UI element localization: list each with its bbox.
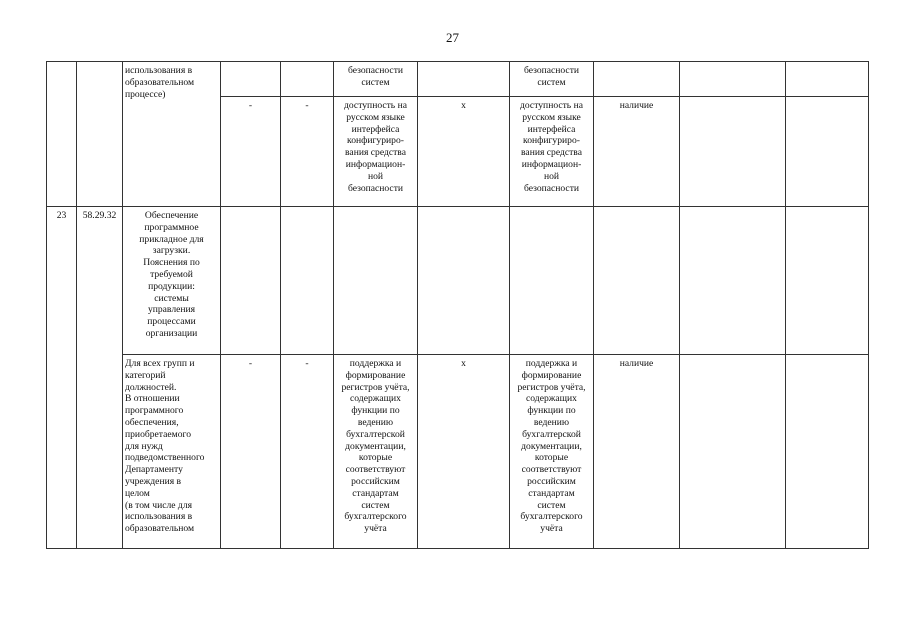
text-line: ной — [367, 170, 384, 182]
text-line: обеспечения, — [125, 416, 179, 428]
table-cell — [786, 207, 869, 355]
text-line: ведению — [533, 416, 570, 428]
text-line: подведомственного — [125, 452, 205, 464]
text-line: программное — [144, 221, 199, 233]
table-row — [47, 355, 869, 549]
characteristic-cell — [510, 355, 594, 549]
table-cell — [510, 207, 594, 355]
table-cell: - — [221, 97, 281, 207]
text-line: требуемой — [150, 268, 193, 280]
text-line: системы — [154, 292, 189, 304]
text-line: содержащих — [526, 393, 577, 405]
table-cell: - — [281, 97, 334, 207]
text-line: систем — [361, 76, 390, 88]
value-cell: наличие — [594, 355, 680, 549]
characteristic-cell — [334, 97, 418, 207]
table-cell: х — [418, 355, 510, 549]
text-line: интерфейса — [527, 123, 576, 135]
text-line: В отношении — [125, 393, 180, 405]
text-line: документации, — [521, 440, 582, 452]
text-line: безопасности — [347, 65, 404, 76]
text-line: Пояснения по — [143, 257, 200, 269]
row-number-cell: 23 — [47, 207, 77, 549]
text-line: функции по — [527, 405, 576, 417]
text-line: продукции: — [148, 280, 195, 292]
table-cell — [786, 62, 869, 97]
text-line: которые — [358, 452, 393, 464]
text-line: целом — [125, 487, 150, 499]
table-cell — [594, 207, 680, 355]
text-line: содержащих — [350, 393, 401, 405]
text-line: доступность на — [344, 100, 407, 111]
value-cell: наличие — [594, 97, 680, 207]
okpd-code-cell — [77, 62, 123, 207]
table-cell — [281, 207, 334, 355]
text-line: систем — [361, 499, 390, 511]
text-line: безопасности — [347, 182, 404, 194]
text-line: российским — [351, 475, 400, 487]
text-line: конфигуриро- — [523, 135, 580, 147]
text-line: поддержка и — [349, 358, 402, 369]
table-cell: - — [281, 355, 334, 549]
text-line: которые — [534, 452, 569, 464]
text-line: загрузки. — [152, 245, 191, 257]
text-line: категорий — [125, 369, 166, 381]
text-line: соответствуют — [345, 464, 406, 476]
product-name-cell — [123, 355, 221, 549]
table-cell — [680, 207, 786, 355]
text-line: документации, — [345, 440, 406, 452]
table-row — [47, 207, 869, 355]
text-line: приобретаемого — [125, 428, 191, 440]
text-line: бухгалтерского — [344, 511, 407, 523]
text-line: учёта — [364, 523, 387, 535]
text-line: учреждения в — [125, 475, 182, 487]
text-line: процессе) — [125, 88, 166, 100]
text-line: стандартам — [352, 487, 399, 499]
text-line: должностей. — [125, 381, 177, 393]
text-line: использования в — [125, 511, 193, 523]
table-cell — [680, 62, 786, 97]
text-line: Обеспечение — [144, 210, 199, 221]
text-line: учёта — [540, 523, 563, 535]
text-line: Департаменту — [125, 464, 183, 476]
text-line: управления — [147, 304, 196, 316]
table-cell — [221, 62, 281, 97]
text-line: соответствуют — [521, 464, 582, 476]
text-line: бухгалтерской — [346, 428, 405, 440]
table-cell — [221, 207, 281, 355]
text-line: информацион- — [345, 158, 406, 170]
text-line: вания средства — [345, 147, 406, 159]
table-cell — [418, 207, 510, 355]
text-line: русском языке — [346, 111, 405, 123]
okpd-code-cell: 58.29.32 — [77, 207, 123, 549]
table-cell — [334, 207, 418, 355]
text-line: организации — [145, 327, 198, 339]
table-row — [47, 62, 869, 97]
text-line: программного — [125, 405, 184, 417]
characteristic-cell — [334, 62, 418, 97]
text-line: стандартам — [528, 487, 575, 499]
table-cell — [786, 355, 869, 549]
text-line: образовательном — [125, 76, 195, 88]
text-line: прикладное для — [139, 233, 204, 245]
value-cell — [594, 62, 680, 97]
text-line: безопасности — [523, 65, 580, 76]
text-line: бухгалтерского — [520, 511, 583, 523]
product-name-cell — [123, 207, 221, 355]
requirements-table — [46, 61, 869, 549]
text-line: образовательном — [125, 523, 195, 535]
text-line: функции по — [351, 405, 400, 417]
text-line: формирование — [345, 369, 406, 381]
product-name-cell — [123, 62, 221, 207]
text-line: русском языке — [522, 111, 581, 123]
table-cell — [680, 97, 786, 207]
text-line: регистров учёта, — [341, 381, 410, 393]
characteristic-cell — [510, 62, 594, 97]
table-cell: х — [418, 97, 510, 207]
characteristic-cell — [510, 97, 594, 207]
characteristic-cell — [334, 355, 418, 549]
text-line: бухгалтерской — [522, 428, 581, 440]
page-number: 27 — [446, 30, 459, 45]
text-line: для нужд — [125, 440, 163, 452]
text-line: использования в — [125, 65, 193, 76]
text-line: российским — [527, 475, 576, 487]
text-line: систем — [537, 76, 566, 88]
table-cell — [281, 62, 334, 97]
text-line: безопасности — [523, 182, 580, 194]
text-line: Для всех групп и — [125, 358, 195, 369]
table-cell — [418, 62, 510, 97]
text-line: поддержка и — [525, 358, 578, 369]
text-line: (в том числе для — [125, 499, 193, 511]
table-cell — [680, 355, 786, 549]
text-line: формирование — [521, 369, 582, 381]
text-line: ной — [543, 170, 560, 182]
text-line: регистров учёта, — [517, 381, 586, 393]
text-line: конфигуриро- — [347, 135, 404, 147]
text-line: доступность на — [520, 100, 583, 111]
table-cell: - — [221, 355, 281, 549]
text-line: интерфейса — [351, 123, 400, 135]
row-number-cell — [47, 62, 77, 207]
text-line: вания средства — [521, 147, 582, 159]
table-cell — [786, 97, 869, 207]
text-line: систем — [537, 499, 566, 511]
text-line: процессами — [147, 316, 196, 328]
text-line: информацион- — [521, 158, 582, 170]
text-line: ведению — [357, 416, 394, 428]
